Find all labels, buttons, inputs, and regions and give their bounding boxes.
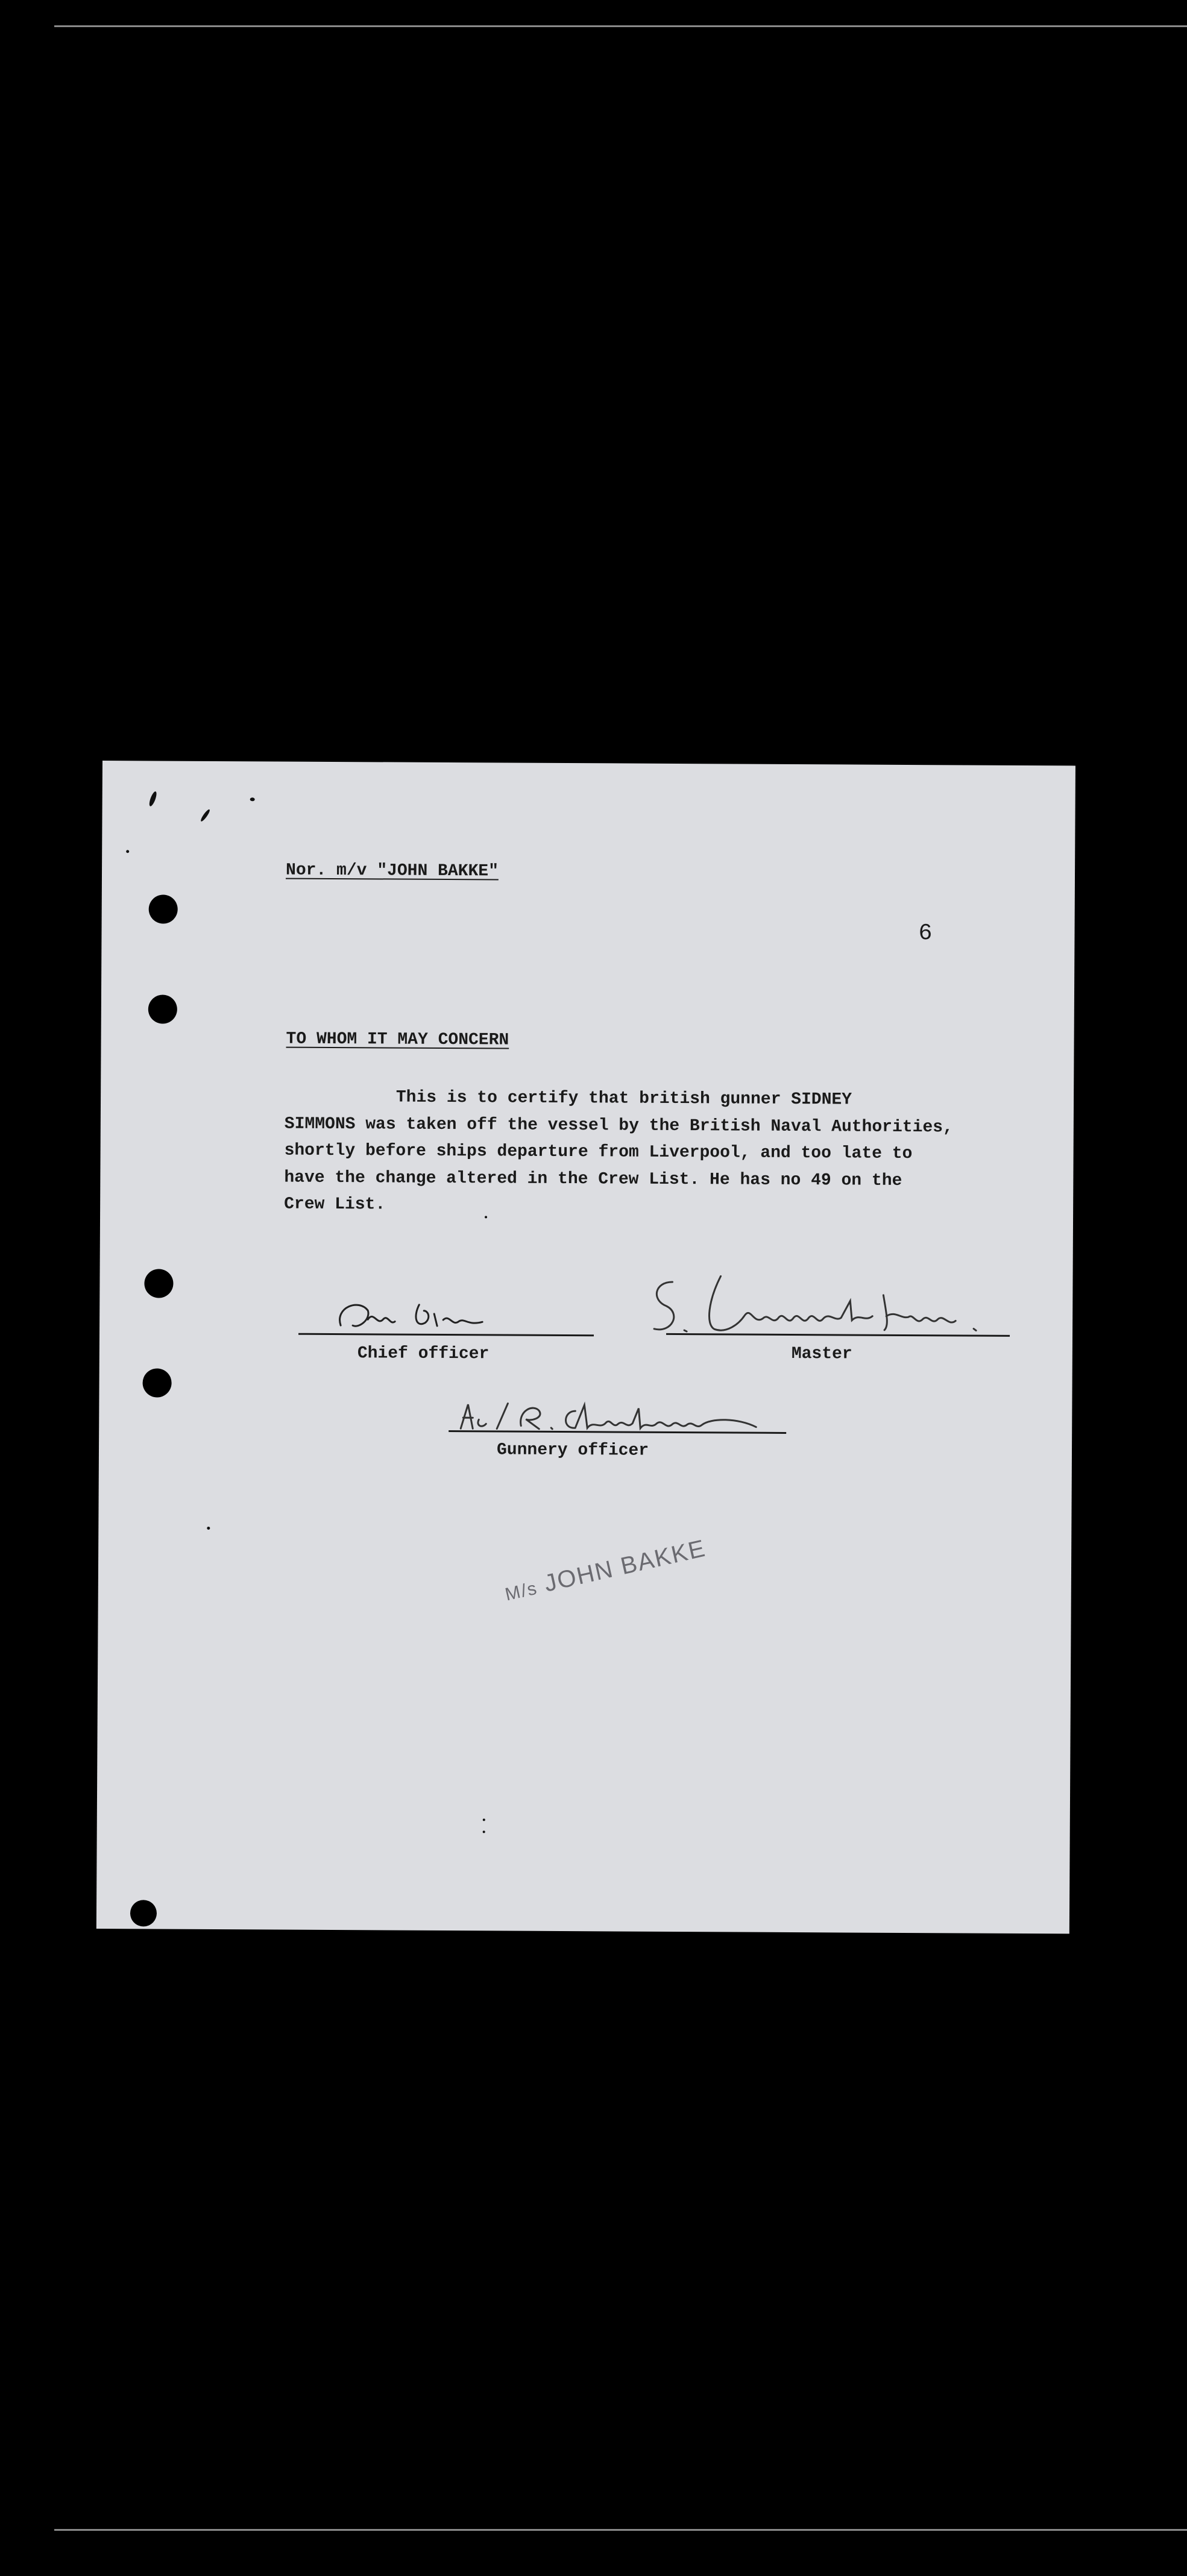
ink-mark [483, 1818, 485, 1821]
body-line: shortly before ships departure from Liverpool, and too late to [284, 1141, 913, 1164]
master-signature [648, 1258, 1010, 1344]
scan-border-top [54, 25, 1187, 27]
certificate-body [284, 1084, 1086, 1222]
master-label: Master [791, 1344, 852, 1364]
ink-mark [126, 850, 129, 853]
stamp-name: JOHN BAKKE [541, 1535, 708, 1597]
salutation-heading: TO WHOM IT MAY CONCERN [286, 1029, 509, 1050]
page-number: 6 [918, 920, 933, 947]
body-line: have the change altered in the Crew List. He has no 49 on the [284, 1168, 902, 1190]
body-line: Crew List. [284, 1195, 386, 1214]
punch-hole [144, 1269, 173, 1298]
punch-hole [149, 894, 178, 923]
chief-officer-label: Chief officer [357, 1344, 490, 1364]
gunnery-officer-label: Gunnery officer [496, 1440, 649, 1460]
body-line: This is to certify that british gunner SIDNEY [285, 1087, 852, 1110]
body-line: SIMMONS was taken off the vessel by the British Naval Authorities, [284, 1114, 953, 1137]
ink-mark [200, 808, 211, 822]
ink-mark [250, 797, 255, 801]
ink-mark [207, 1527, 210, 1530]
punch-hole [130, 1900, 157, 1926]
ink-mark [485, 1216, 487, 1218]
punch-hole [148, 994, 177, 1023]
vessel-stamp [502, 1535, 708, 1607]
vessel-heading: Nor. m/v "JOHN BAKKE" [285, 861, 499, 881]
scan-border-bottom [54, 2529, 1187, 2531]
document-page [96, 761, 1075, 1934]
gunnery-officer-signature [455, 1392, 780, 1442]
ink-mark [148, 791, 158, 807]
ink-mark [483, 1830, 485, 1833]
punch-hole [142, 1368, 171, 1397]
stamp-prefix: M/s [503, 1578, 540, 1605]
